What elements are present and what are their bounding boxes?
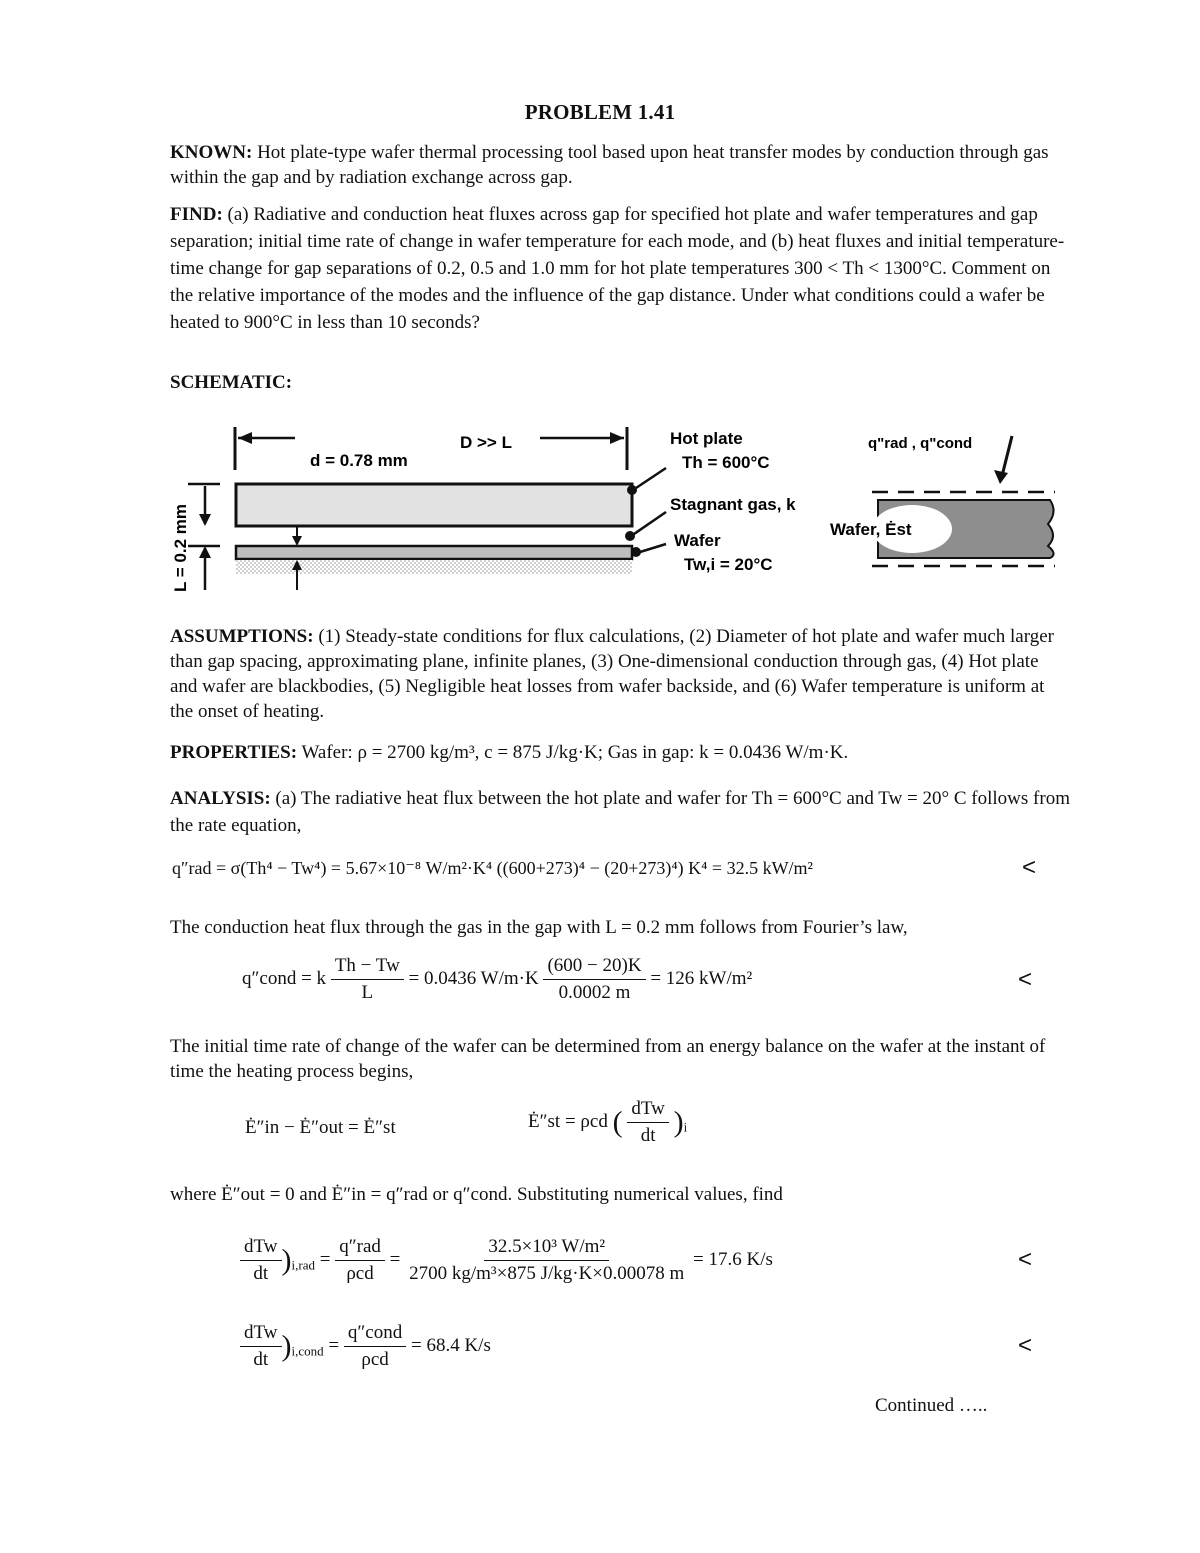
L-label: L = 0.2 mm [171, 503, 190, 592]
L-arrowhead-down [199, 514, 211, 526]
eq1-lhs-fraction [240, 1236, 282, 1285]
flux-arrowhead [994, 470, 1008, 484]
properties-text: Wafer: ρ = 2700 kg/m³, c = 875 J/kg·K; Gas in gap: k = 0.0436 W/m·K. [301, 742, 849, 763]
tw-label: Tw,i = 20°C [684, 555, 773, 574]
L-arrowhead-up [199, 546, 211, 558]
properties-label: PROPERTIES: [170, 742, 298, 763]
eq2-lhs-num: dTw [240, 1322, 282, 1347]
th-label: Th = 600°C [682, 453, 770, 472]
assumptions-section [170, 624, 1070, 724]
wafer-dot [631, 547, 641, 557]
cond-frac-num: Th − Tw [331, 955, 404, 980]
rad-rate-equation [240, 1236, 773, 1285]
wafer-leader [640, 544, 666, 552]
assumptions-label: ASSUMPTIONS: [170, 626, 314, 647]
D-label: D >> L [460, 433, 512, 452]
result-marker-eq2: < [1018, 1332, 1033, 1359]
est-frac-num: dTw [627, 1098, 669, 1123]
eq1-mid-den: ρcd [346, 1263, 374, 1284]
est-paren-left: ( [612, 1105, 623, 1139]
known-label: KNOWN: [170, 142, 253, 163]
eq2-paren: ) [281, 1329, 292, 1363]
est-lhs: Ė″st = ρcd [528, 1110, 608, 1132]
eq2-result: = 68.4 K/s [410, 1334, 491, 1356]
gas-dot [625, 531, 635, 541]
analysis-intro-text: (a) The radiative heat flux between the hot plate and wafer for Th = 600°C and Tw = 20° C follows from the rate equation, [170, 788, 1070, 836]
find-label: FIND: [170, 204, 223, 225]
cond-fraction-2 [543, 955, 645, 1004]
result-marker-eq1: < [1018, 1246, 1033, 1273]
wafer-label: Wafer [674, 531, 721, 550]
eq2-lhs-den: dt [253, 1349, 269, 1370]
cond-fraction [331, 955, 404, 1004]
energy-balance-equation: Ė″in − Ė″out = Ė″st [245, 1117, 396, 1138]
eq1-result: = 17.6 K/s [693, 1248, 773, 1270]
d-arrowhead-down [292, 536, 302, 546]
cond-frac2-den: 0.0002 m [558, 982, 631, 1003]
eq2-lhs-fraction [240, 1322, 282, 1371]
est-paren-right: ) [673, 1105, 684, 1139]
problem-title: PROBLEM 1.41 [524, 100, 676, 124]
est-fraction [627, 1098, 669, 1147]
cond-result: = 126 kW/m² [650, 967, 753, 989]
eq1-equals-2: = [389, 1248, 401, 1270]
est-sub: i [683, 1119, 688, 1135]
arrowhead-right [610, 432, 624, 444]
eq2-mid-fraction [344, 1322, 406, 1371]
eq1-mid-fraction [335, 1236, 385, 1285]
flux-label: q"rad , q"cond [868, 435, 973, 452]
conduction-intro: The conduction heat flux through the gas in the gap with L = 0.2 mm follows from Fourier’s law, [170, 917, 908, 938]
hot-plate-leader [636, 468, 666, 488]
eq1-paren: ) [281, 1243, 292, 1277]
eq2-sub: i,cond [291, 1343, 324, 1359]
result-marker-cond: < [1018, 966, 1033, 993]
eq1-big-den: 2700 kg/m³×875 J/kg·K×0.00078 m [409, 1263, 685, 1284]
eq1-lhs-den: dt [253, 1263, 269, 1284]
cond-mid: = 0.0436 W/m·K [408, 967, 539, 989]
find-text: (a) Radiative and conduction heat fluxes across gap for specified hot plate and wafer temperatures and gap separation; initial time rate of change in wafer temperature for each mode, and (b) heat fluxes and initial temperature-time change for gap separations of 0.2, 0.5 and 1.0 mm for hot plate temperatures 300 < Th < 1300°C. Comment on the relative importance of the modes and the influence of the gap distance. Under what conditions could a wafer be heated to 900°C in less than 10 seconds? [170, 204, 1065, 333]
properties-section [170, 740, 1070, 765]
result-marker-rad: < [1022, 854, 1037, 881]
continued-note: Continued ….. [875, 1395, 988, 1416]
cond-frac-den: L [361, 982, 374, 1003]
gas-label: Stagnant gas, k [670, 495, 796, 514]
hot-plate [236, 484, 632, 526]
eq1-lhs-num: dTw [240, 1236, 282, 1261]
gas-leader [634, 512, 666, 534]
hot-plate-dot [627, 485, 637, 495]
wafer-est-label: Wafer, Ėst [830, 520, 912, 539]
eq1-big-fraction [405, 1236, 688, 1285]
schematic-heading [170, 370, 1070, 395]
est-frac-den: dt [640, 1125, 656, 1146]
analysis-intro [170, 785, 1070, 839]
assumptions-text: (1) Steady-state conditions for flux calculations, (2) Diameter of hot plate and wafer much larger than gap spacing, approximating plane, infinite planes, (3) One-dimensional conduction through gas, (4) Hot plate and wafer are blackbodies, (5) Negligible heat losses from wafer backside, and (6) Wafer temperature is uniform at the onset of heating. [170, 626, 1054, 722]
cond-rate-equation [240, 1322, 491, 1371]
schematic-diagram [160, 420, 1070, 600]
cond-lhs: q″cond = k [242, 967, 327, 989]
find-section [170, 201, 1070, 336]
where-text: where Ė″out = 0 and Ė″in = q″rad or q″cond. Substituting numerical values, find [170, 1184, 783, 1205]
conduction-flux-equation [242, 955, 752, 1004]
arrowhead-left [238, 432, 252, 444]
cond-frac2-num: (600 − 20)K [543, 955, 645, 980]
analysis-label: ANALYSIS: [170, 788, 271, 809]
storage-equation [528, 1098, 687, 1147]
eq2-mid-den: ρcd [361, 1349, 389, 1370]
eq2-equals: = [328, 1334, 340, 1356]
rate-intro: The initial time rate of change of the wafer can be determined from an energy balance on the wafer at the instant of time the heating process begins, [170, 1036, 1046, 1082]
known-section [170, 140, 1070, 190]
schematic-label: SCHEMATIC: [170, 372, 293, 393]
eq1-mid-num: q″rad [335, 1236, 385, 1261]
radiative-flux-equation: q″rad = σ(Th⁴ − Tw⁴) = 5.67×10⁻⁸ W/m²·K⁴ ((600+273)⁴ − (20+273)⁴) K⁴ = 32.5 kW/m² [172, 858, 813, 878]
flux-arrow [1002, 436, 1012, 476]
d-label: d = 0.78 mm [310, 451, 408, 470]
known-text: Hot plate-type wafer thermal processing tool based upon heat transfer modes by conduction through gas within the gap and by radiation exchange across gap. [170, 142, 1049, 188]
eq1-sub: i,rad [291, 1257, 315, 1273]
wafer [236, 546, 632, 559]
hot-plate-label: Hot plate [670, 429, 743, 448]
eq2-mid-num: q″cond [344, 1322, 406, 1347]
eq1-big-num: 32.5×10³ W/m² [484, 1236, 609, 1261]
eq1-equals: = [319, 1248, 331, 1270]
